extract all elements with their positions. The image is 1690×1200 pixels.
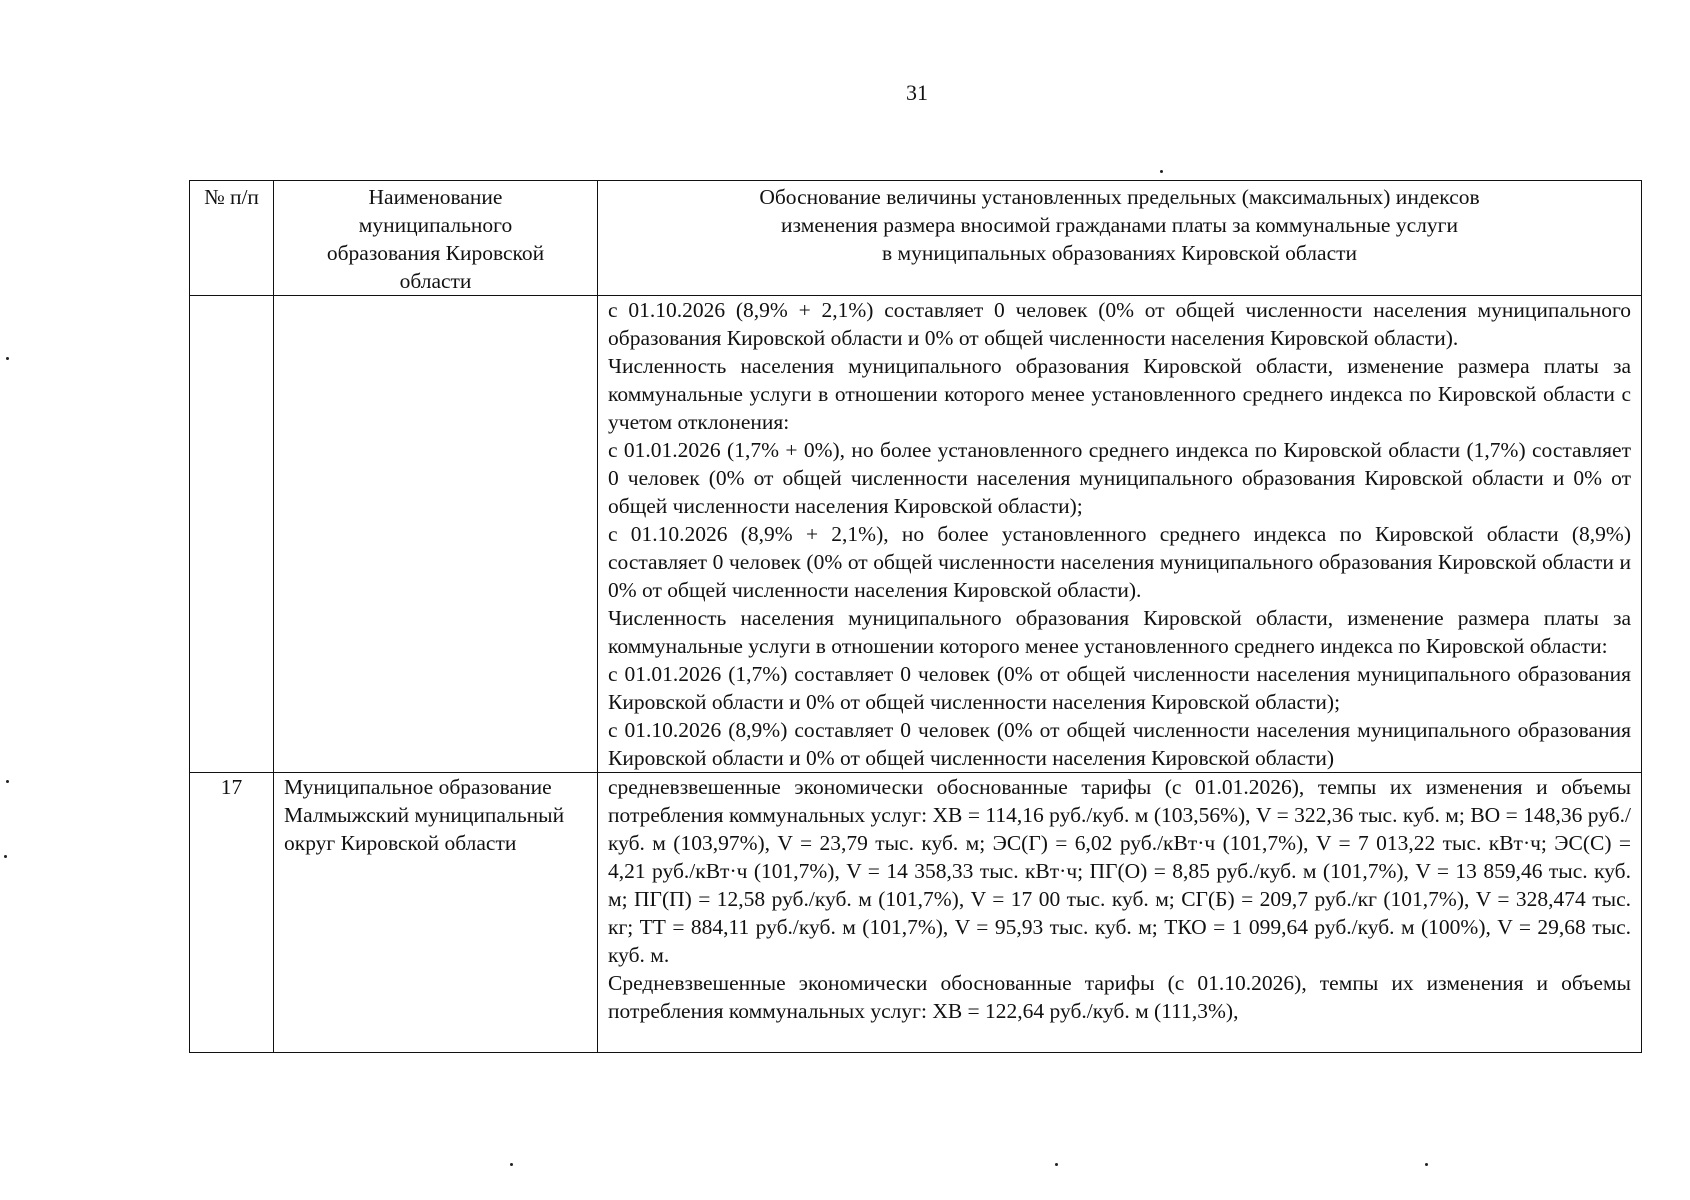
header-justification-line: Обоснование величины установленных предельных (максимальных) индексов [759,185,1480,209]
justification-paragraph: Численность населения муниципального образования Кировской области, изменение размера платы за коммунальные услуги в отношении которого менее установленного среднего индекса по Кировской области с учетом отклонения: [608,354,1631,434]
header-name-line: образования Кировской [326,241,545,265]
header-name-line: области [399,269,472,293]
page-number: 31 [906,80,928,105]
justification-paragraph: с 01.10.2026 (8,9% + 2,1%), но более установленного среднего индекса по Кировской области (8,9%) составляет 0 человек (0% от общей численности населения муниципального образования Кировской области и 0% от общей численности населения Кировской области). [608,522,1631,602]
scan-speck [6,357,9,360]
header-justification [598,181,1642,296]
justification-paragraph: с 01.10.2026 (8,9%) составляет 0 человек (0% от общей численности населения муниципального образования Кировской области и 0% от общей численности населения Кировской области) [608,718,1631,770]
header-name-line: муниципального [358,213,513,237]
table-row [190,296,1642,773]
scan-speck [6,780,9,783]
scan-speck [510,1163,513,1166]
row-number-cell [190,296,274,773]
header-municipality-name [274,181,598,296]
scan-speck [1160,170,1163,173]
scan-speck [4,855,7,858]
row-name-cell [274,296,598,773]
scan-speck [1055,1163,1058,1166]
justification-paragraph: средневзвешенные экономически обоснованные тарифы (с 01.01.2026), темпы их изменения и объемы потребления коммунальных услуг: ХВ = 114,16 руб./куб. м (103,56%), V = 322,36 тыс. куб. м; ВО = 148,36 руб./куб. м (103,97%), V = 23,79 тыс. куб. м; ЭС(Г) = 6,02 руб./кВт·ч (101,7%), V = 7 013,22 тыс. кВт·ч; ЭС(С) = 4,21 руб./кВт·ч (101,7%), V = 14 358,33 тыс. кВт·ч; ПГ(О) = 8,85 руб./куб. м (101,7%), V = 13 859,46 тыс. куб. м; ПГ(П) = 12,58 руб./куб. м (101,7%), V = 17 00 тыс. куб. м; СГ(Б) = 209,7 руб./кг (101,7%), V = 328,474 тыс. кг; ТТ = 884,11 руб./куб. м (101,7%), V = 95,93 тыс. куб. м; ТКО = 1 099,64 руб./куб. м (100%), V = 29,68 тыс. куб. м. [608,775,1631,967]
justification-paragraph: Численность населения муниципального образования Кировской области, изменение размера платы за коммунальные услуги в отношении которого менее установленного среднего индекса по Кировской области: [608,606,1631,658]
header-number [190,181,274,296]
tariff-justification-table [189,180,1642,1053]
header-number-label: № п/п [204,185,259,209]
row-number-cell: 17 [190,773,274,1053]
row-justification-cell [598,773,1642,1053]
justification-paragraph: с 01.10.2026 (8,9% + 2,1%) составляет 0 человек (0% от общей численности населения муниципального образования Кировской области и 0% от общей численности населения Кировской области). [608,298,1631,350]
header-name-line: Наименование [368,185,503,209]
justification-paragraph: с 01.01.2026 (1,7% + 0%), но более установленного среднего индекса по Кировской области (1,7%) составляет 0 человек (0% от общей численности населения муниципального образования Кировской области и 0% от общей численности населения Кировской области); [608,438,1631,518]
scan-speck [1425,1163,1428,1166]
table-row [190,773,1642,1053]
header-justification-line: в муниципальных образованиях Кировской области [881,241,1358,265]
justification-text-clip [608,773,1631,1052]
row-justification-cell [598,296,1642,773]
header-justification-line: изменения размера вносимой гражданами платы за коммунальные услуги [781,213,1458,237]
justification-paragraph: с 01.01.2026 (1,7%) составляет 0 человек (0% от общей численности населения муниципального образования Кировской области и 0% от общей численности населения Кировской области); [608,662,1631,714]
justification-paragraph: Средневзвешенные экономически обоснованные тарифы (с 01.10.2026), темпы их изменения и объемы потребления коммунальных услуг: ХВ = 122,64 руб./куб. м (111,3%), [608,971,1631,1023]
table-header-row [190,181,1642,296]
row-name-cell: Муниципальное образование Малмыжский муниципальный округ Кировской области [274,773,598,1053]
